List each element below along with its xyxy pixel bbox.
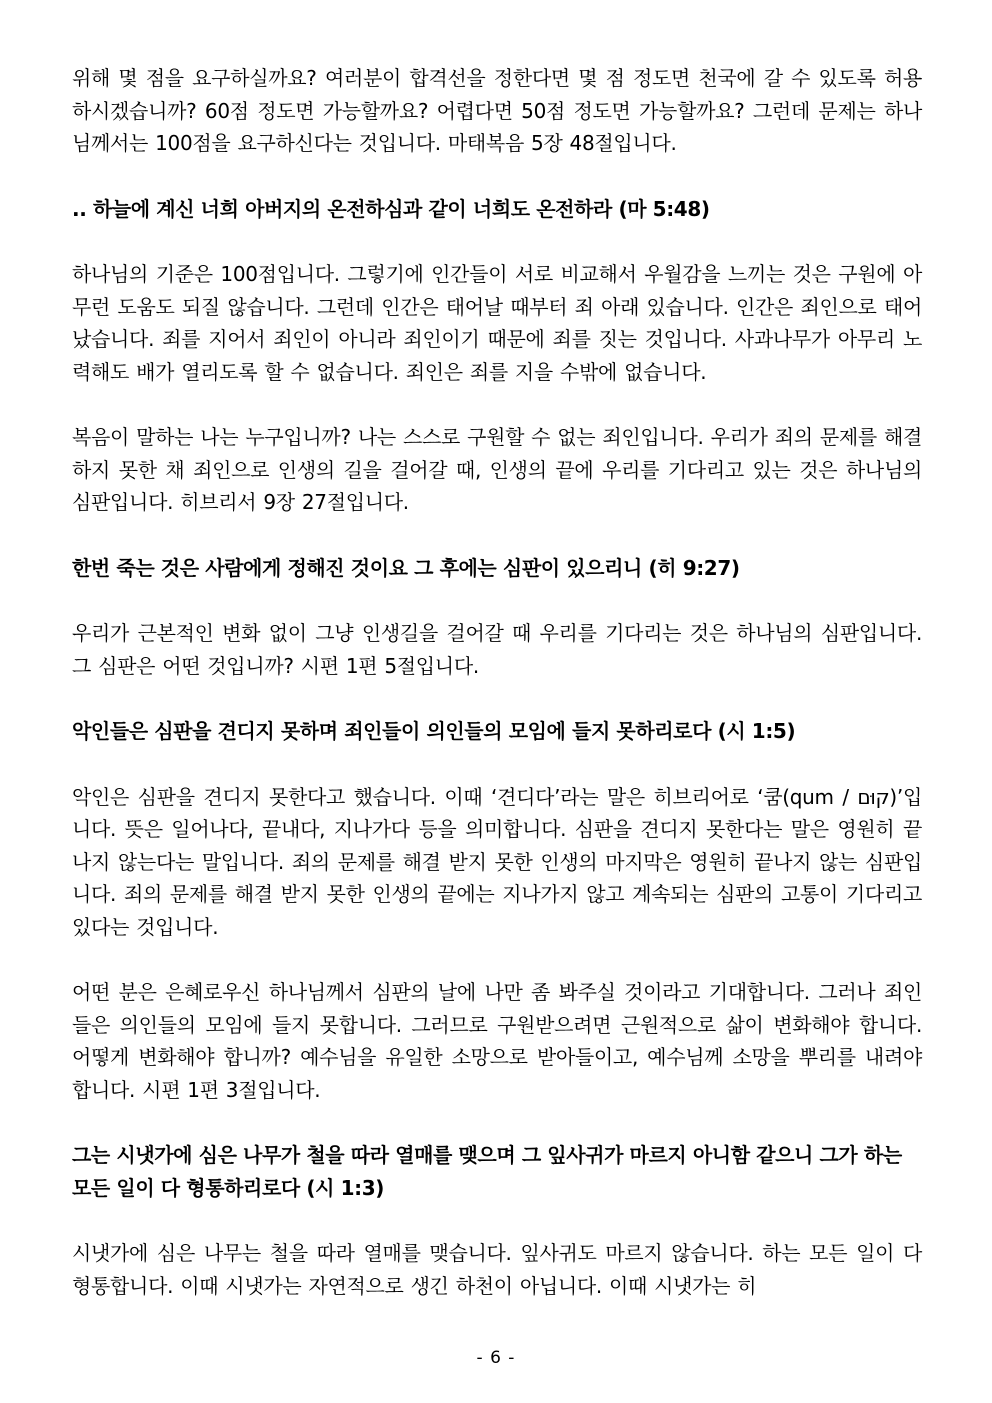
paragraph: 시냇가에 심은 나무는 철을 따라 열매를 맺습니다. 잎사귀도 마르지 않습니다. 하는 모든 일이 다 형통합니다. 이때 시냇가는 자연적으로 생긴 하천이 아닙니다. 이때 시냇가는 히 <box>72 1241 922 1298</box>
paragraph: 어떤 분은 은혜로우신 하나님께서 심판의 날에 나만 좀 봐주실 것이라고 기대합니다. 그러나 죄인들은 의인들의 모임에 들지 못합니다. 그러므로 구원받으려면 근원적으로 삶이 변화해야 합니다. 어떻게 변화해야 합니까? 예수님을 유일한 소망으로 받아들이고, 예수님께 소망을 뿌리를 내려야 합니다. 시편 1편 3절입니다. <box>72 980 922 1102</box>
page-number: - 6 - <box>476 1348 516 1368</box>
paragraph: 복음이 말하는 나는 누구입니까? 나는 스스로 구원할 수 없는 죄인입니다. 우리가 죄의 문제를 해결하지 못한 채 죄인으로 인생의 길을 걸어갈 때, 인생의 끝에 우리를 기다리고 있는 것은 하나님의 심판입니다. 히브리서 9장 27절입니다. <box>72 425 922 514</box>
scripture-quote: 악인들은 심판을 견디지 못하며 죄인들이 의인들의 모임에 들지 못하리로다 (시 1:5) <box>72 719 796 743</box>
paragraph: 악인은 심판을 견디지 못한다고 했습니다. 이때 ‘견디다’라는 말은 히브리어로 ‘쿰(qum / קוּם)’입니다. 뜻은 일어나다, 끝내다, 지나가다 등을 의미합니다. 심판을 견디지 못한다는 말은 영원히 끝나지 않는다는 말입니다. 죄의 문제를 해결 받지 못한 인생의 마지막은 영원히 끝나지 않는 심판입니다. 죄의 문제를 해결 받지 못한 인생의 끝에는 지나가지 않고 계속되는 심판의 고통이 기다리고 있다는 것입니다. <box>72 784 922 939</box>
paragraph: 위해 몇 점을 요구하실까요? 여러분이 합격선을 정한다면 몇 점 정도면 천국에 갈 수 있도록 허용하시겠습니까? 60점 정도면 가능할까요? 어렵다면 50점 정도면 가능할까요? 그런데 문제는 하나님께서는 100점을 요구하신다는 것입니다. 마태복음 5장 48절입니다. <box>72 66 922 155</box>
paragraph: 우리가 근본적인 변화 없이 그냥 인생길을 걸어갈 때 우리를 기다리는 것은 하나님의 심판입니다. 그 심판은 어떤 것입니까? 시편 1편 5절입니다. <box>72 621 922 678</box>
paragraph: 하나님의 기준은 100점입니다. 그렇기에 인간들이 서로 비교해서 우월감을 느끼는 것은 구원에 아무런 도움도 되질 않습니다. 그런데 인간은 태어날 때부터 죄 아래 있습니다. 인간은 죄인으로 태어났습니다. 죄를 지어서 죄인이 아니라 죄인이기 때문에 죄를 짓는 것입니다. 사과나무가 아무리 노력해도 배가 열리도록 할 수 없습니다. 죄인은 죄를 지을 수밖에 없습니다. <box>72 262 922 384</box>
document-body <box>72 62 922 1335</box>
scripture-quote: .. 하늘에 계신 너희 아버지의 온전하심과 같이 너희도 온전하라 (마 5:48) <box>72 196 710 221</box>
scripture-quote: 그는 시냇가에 심은 나무가 철을 따라 열매를 맺으며 그 잎사귀가 마르지 아니함 같으니 그가 하는 모든 일이 다 형통하리로다 (시 1:3) <box>72 1143 902 1200</box>
scripture-quote: 한번 죽는 것은 사람에게 정해진 것이요 그 후에는 심판이 있으리니 (히 9:27) <box>72 555 740 580</box>
